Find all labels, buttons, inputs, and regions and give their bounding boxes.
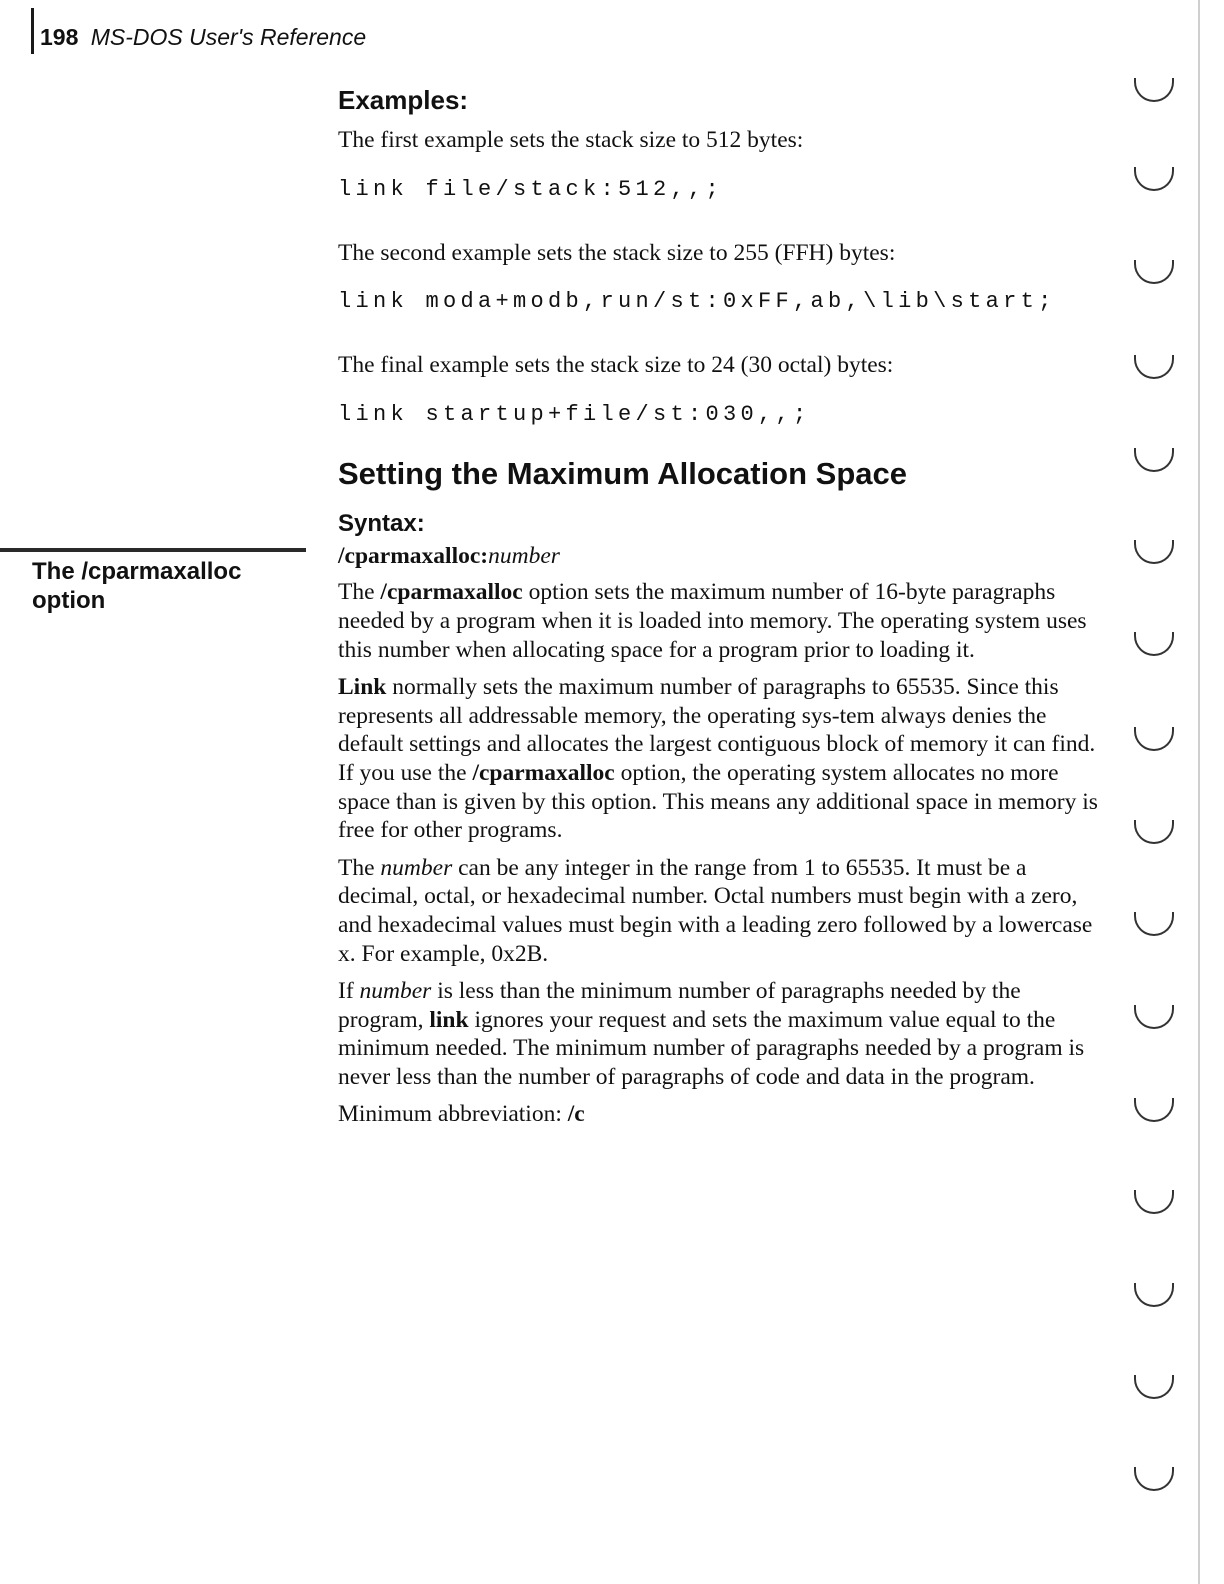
binding-hole — [1134, 1005, 1174, 1029]
header-rule — [31, 8, 34, 54]
p4-command: link — [429, 1006, 469, 1033]
sidebar-heading — [32, 557, 302, 615]
min-abbrev-label: Minimum abbreviation: — [338, 1101, 568, 1128]
page-edge-line — [1198, 0, 1200, 1584]
binding-hole — [1134, 78, 1174, 102]
running-title: MS-DOS User's Reference — [90, 24, 367, 50]
paragraph-3 — [338, 854, 1098, 968]
binding-hole — [1134, 1467, 1174, 1491]
p2-switch: /cparmaxalloc — [472, 759, 615, 786]
binding-hole — [1134, 355, 1174, 379]
p2-text-1: normally sets the maximum number of paragraphs to 65535. Since this represents all addressable memory, the operating sys-tem always denies the default settings and allocates the largest contiguous block of memory it can find. If you use the — [338, 674, 1096, 786]
syntax-heading: Syntax: — [338, 509, 425, 537]
syntax-line — [338, 542, 1098, 571]
p4-text-3: ignores your request and sets the maximum value equal to the minimum needed. The minimum number of paragraphs needed by a program is never less than the number of paragraphs of code and data in the program. — [338, 1006, 1085, 1090]
sidebar-rule — [0, 548, 306, 552]
example-3-desc: The final example sets the stack size to 24 (30 octal) bytes: — [338, 352, 894, 379]
binding-hole — [1134, 1190, 1174, 1214]
binding-hole — [1134, 820, 1174, 844]
page-header — [40, 22, 366, 52]
example-1-desc: The first example sets the stack size to 512 bytes: — [338, 127, 804, 153]
p4-text-2: is less than the minimum number of paragraphs needed by the program, — [338, 978, 1021, 1033]
binding-hole — [1134, 540, 1174, 564]
paragraph-4 — [338, 977, 1098, 1091]
binding-hole — [1134, 448, 1174, 472]
page-number: 198 — [40, 24, 79, 50]
p4-text-1: If — [338, 978, 360, 1005]
min-abbrev-value: /c — [567, 1101, 585, 1128]
binding-hole — [1134, 1283, 1174, 1307]
p1-text-1: The — [338, 579, 381, 606]
binding-hole — [1134, 260, 1174, 284]
paragraph-2 — [338, 673, 1098, 845]
binding-hole — [1134, 632, 1174, 656]
binding-hole — [1134, 1098, 1174, 1122]
paragraph-1 — [338, 578, 1098, 664]
binding-hole — [1134, 1375, 1174, 1399]
p3-arg: number — [380, 854, 453, 881]
p1-switch: /cparmaxalloc — [380, 579, 523, 606]
p3-text-2: can be any integer in the range from 1 to 65535. It must be a decimal, octal, or hexadecimal number. Octal numbers must begin with a zero, and hexadecimal values must begin with a leading zero followed by a lowercase x. For example, 0x2B. — [338, 854, 1093, 967]
p2-text-2: option, the operating system allocates no more space than is given by this option. This means any additional space in memory is free for other programs. — [338, 759, 1098, 844]
main-content — [338, 80, 1098, 1129]
section-title: Setting the Maximum Allocation Space — [338, 455, 908, 491]
syntax-arg: number — [488, 542, 560, 569]
example-3-code: link startup+file/st:030,,; — [338, 401, 811, 427]
p2-command: Link — [338, 674, 387, 701]
p3-text-1: The — [338, 854, 381, 881]
binding-hole — [1134, 912, 1174, 936]
min-abbreviation — [338, 1100, 1098, 1129]
example-2-code: link moda+modb,run/st:0xFF,ab,\lib\start; — [338, 289, 1056, 315]
p4-arg: number — [359, 978, 432, 1005]
binding-hole — [1134, 167, 1174, 191]
binding-hole — [1134, 727, 1174, 751]
example-1-code: link file/stack:512,,; — [338, 176, 724, 202]
example-2-desc: The second example sets the stack size to 255 (FFH) bytes: — [338, 239, 896, 266]
sidebar-heading-line1: The /cparmaxalloc — [32, 558, 242, 585]
p1-text-2: option sets the maximum number of 16-byte paragraphs needed by a program when it is loaded into memory. The operating system uses this number when allocating space for a program prior to loading it. — [338, 579, 1087, 663]
syntax-switch: /cparmaxalloc: — [338, 542, 489, 569]
examples-heading: Examples: — [338, 85, 469, 115]
sidebar-heading-line2: option — [32, 587, 106, 614]
